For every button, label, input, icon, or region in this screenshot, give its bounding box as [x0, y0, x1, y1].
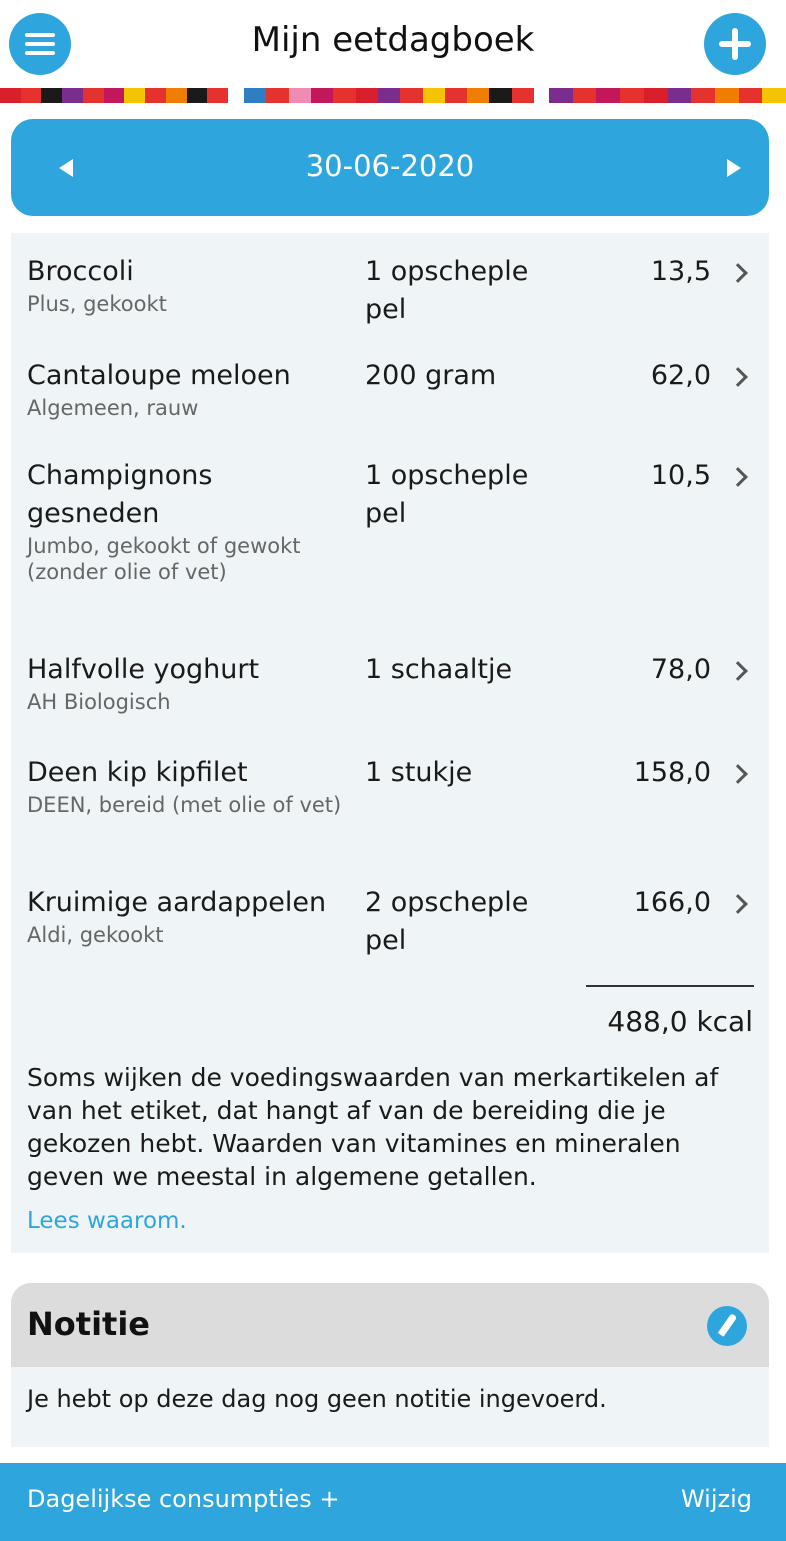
chevron-right-icon[interactable] [728, 263, 748, 283]
food-portion: 1 stukje [365, 757, 473, 788]
food-diary-panel [11, 233, 769, 1253]
date-navigator [11, 119, 769, 216]
food-info [27, 884, 357, 948]
food-detail: Algemeen, rauw [27, 396, 199, 420]
food-detail: AH Biologisch [27, 690, 171, 714]
food-portion: 200 gram [365, 360, 497, 391]
hamburger-menu-icon [25, 33, 55, 55]
edit-button[interactable]: Wijzig [680, 1485, 752, 1513]
food-info [27, 457, 327, 585]
food-entry-row[interactable] [11, 884, 769, 974]
nutrition-disclaimer: Soms wijken de voedingswaarden van merkartikelen af van het etiket, dat hangt af van de bereiding die je gekozen hebt. Waarden van vitamines en mineralen geven we meestal in algemene getallen. [27, 1063, 719, 1191]
food-name: Champignons gesneden [27, 460, 213, 529]
menu-button[interactable] [9, 13, 71, 75]
decorative-stripe [244, 88, 534, 103]
triangle-right-icon[interactable] [727, 159, 741, 177]
pencil-icon [718, 1313, 737, 1337]
food-name: Cantaloupe meloen [27, 360, 291, 391]
note-section [11, 1283, 769, 1447]
food-entry-row[interactable] [11, 457, 769, 627]
food-kcal: 10,5 [650, 460, 711, 491]
food-detail: Jumbo, gekookt of gewokt (zonder olie of vet) [27, 534, 301, 584]
food-info [27, 651, 357, 715]
food-info [27, 253, 357, 317]
chevron-right-icon[interactable] [728, 661, 748, 681]
food-name: Halfvolle yoghurt [27, 654, 260, 685]
note-title: Notitie [27, 1305, 150, 1343]
read-more-link[interactable]: Lees waarom. [27, 1208, 187, 1234]
food-name: Deen kip kipfilet [27, 757, 248, 788]
food-portion: 1 opscheple pel [365, 256, 529, 325]
plus-icon [719, 28, 751, 60]
food-entry-row[interactable] [11, 754, 769, 864]
decorative-stripe [549, 88, 786, 103]
food-info [27, 754, 357, 818]
total-kcal: 488,0 kcal [607, 1005, 753, 1038]
food-name: Broccoli [27, 256, 134, 287]
edit-note-button[interactable] [707, 1306, 747, 1346]
food-detail: DEEN, bereid (met olie of vet) [27, 793, 342, 817]
food-entry-row[interactable] [11, 651, 769, 731]
note-header [11, 1283, 769, 1367]
food-portion: 1 schaaltje [365, 654, 513, 685]
food-entry-row[interactable] [11, 357, 769, 437]
app-header [0, 0, 786, 88]
food-entry-row[interactable] [11, 253, 769, 353]
food-detail: Aldi, gekookt [27, 923, 164, 947]
food-kcal: 62,0 [650, 360, 711, 391]
food-detail: Plus, gekookt [27, 292, 167, 316]
food-kcal: 78,0 [650, 654, 711, 685]
note-text: Je hebt op deze dag nog geen notitie ingevoerd. [27, 1385, 607, 1413]
add-entry-button[interactable] [704, 13, 766, 75]
food-kcal: 166,0 [633, 887, 711, 918]
decorative-stripe [0, 88, 228, 103]
food-name: Kruimige aardappelen [27, 887, 327, 918]
footer-bar [0, 1463, 786, 1541]
chevron-right-icon[interactable] [728, 894, 748, 914]
food-portion: 1 opscheple pel [365, 460, 529, 529]
chevron-right-icon[interactable] [728, 467, 748, 487]
selected-date[interactable]: 30-06-2020 [305, 149, 475, 183]
food-info [27, 357, 357, 421]
food-kcal: 158,0 [633, 757, 711, 788]
daily-consumptions-button[interactable]: Dagelijkse consumpties + [27, 1485, 340, 1513]
food-kcal: 13,5 [650, 256, 711, 287]
page-title: Mijn eetdagboek [251, 20, 535, 60]
food-portion: 2 opscheple pel [365, 887, 529, 956]
triangle-left-icon[interactable] [59, 159, 73, 177]
total-divider [586, 985, 754, 987]
chevron-right-icon[interactable] [728, 367, 748, 387]
chevron-right-icon[interactable] [728, 764, 748, 784]
